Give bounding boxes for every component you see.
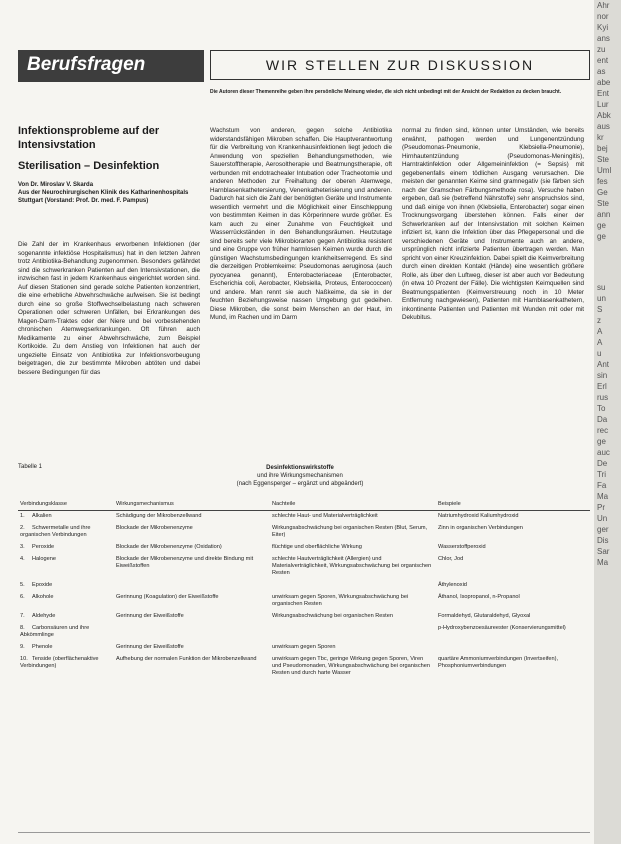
facing-page-fragment: Un (597, 514, 608, 523)
facing-page-fragment: Lur (597, 100, 609, 109)
section-brand-box (18, 50, 204, 82)
facing-page-fragment: Kyi (597, 23, 609, 32)
cell-examples: Formaldehyd, Glutaraldehyd, Glyoxal (438, 613, 531, 619)
cell-class (18, 642, 114, 654)
body-text-1: Die Zahl der im Krankenhaus erworbenen Infektionen (der sogenannte infektiöse Hospitalismus) hat in den letzten Jahren trotz Antibiotika-Behandlung zugenommen. Besonders gefährdet sind die schwerkranken Patienten auf den Intensivstationen, die inzwischen fast in jedem Krankenhaus eingerichtet worden sind. Auf diesen Stationen sind gerade solche Patienten konzentriert, die eine erhebliche Abwehrschwäche aufweisen. Sie ist bedingt durch eine so große Stoffwechselbelastung nach schweren Operationen oder schweren Unfällen, bei Erkrankungen des Magen-Darm-Traktes oder der Niere und bei vorbestehenden chronischen Atemwegserkrankungen. Oft führen auch Medikamente zu einer Abwehrschwäche, zum Beispiel Kortikoide. Zu dem Anstieg von Infektionen hat auch der ungezielte Einsatz von Antibiotika zur Infektionsvorbeugung beigetragen, die zur bestimmte Mikroben abtöten und dabei bessere Bedingungen für das (18, 241, 200, 376)
facing-page-fragment: aus (597, 122, 610, 131)
class-name: Epoxide (32, 582, 53, 588)
cell-class (18, 623, 114, 642)
cell-drawbacks: Wirkungsabschwächung bei organischen Resten (272, 613, 393, 619)
table-title: Desinfektionswirkstoffe (266, 465, 334, 471)
table-row (18, 654, 590, 680)
cell-examples: Chlor, Jod (438, 556, 464, 562)
author-block (18, 181, 204, 205)
row-number: 9. (20, 644, 25, 650)
cell-class (18, 542, 114, 554)
row-number: 10. (20, 656, 28, 662)
class-name: Phenole (32, 644, 53, 650)
class-name: Aldehyde (32, 613, 56, 619)
col-header-mechanism: Wirkungsmechanismus (114, 499, 270, 511)
cell-mechanism (114, 580, 270, 592)
row-number: 3. (20, 544, 25, 550)
facing-page-fragment: Tri (597, 470, 607, 479)
facing-page-fragment: Ahr (597, 1, 610, 10)
cell-drawbacks: unwirksam gegen Tbc, geringe Wirkung gegen Sporen, Viren und Pseudomonaden, Wirkungsabschwächung bei organischen Resten und durch harte Wasser (272, 656, 430, 676)
table-header-row (18, 499, 590, 511)
facing-page-fragment: Ma (597, 492, 609, 501)
table-row (18, 554, 590, 580)
cell-drawbacks: schlechte Hautverträglichkeit (Allergien) und Materialverträglichkeit, Wirkungsabschwächung bei organischen Resten (272, 556, 432, 576)
facing-page-fragment: Uml (597, 166, 612, 175)
cell-drawbacks: Wirkungsabschwächung bei organischen Resten (Blut, Serum, Eiter) (272, 525, 428, 538)
facing-page-fragment: Ma (597, 558, 609, 567)
table-row (18, 611, 590, 623)
col-header-class: Verbindungsklasse (18, 499, 114, 511)
cell-mechanism: Blockade der Mikrobenenzyme und direkte Bindung mit Eiweißstoffen (116, 556, 254, 569)
row-number: 8. (20, 625, 25, 631)
row-number: 4. (20, 556, 25, 562)
facing-page-fragment: Fa (597, 481, 607, 490)
cell-examples: Äthylenoxid (438, 582, 467, 588)
facing-page-fragment: abe (597, 78, 611, 87)
body-text-3: normal zu finden sind, können unter Umständen, wie bereits erwähnt, pathogen werden und Lungenentzündung (Pseudomonas-Pneumonie, Klebsiella-Pneumonie), Hirnhautentzündung (Pseudomonas-Meningitis), Harntraktinfektion oder Allgemeininfektion (= Sepsis) mit gegebenenfalls einem tödlichen Ausgang verursachen. Die meisten der genannten Keime sind gramnegativ (sie färben sich nach der Gramschen Färbungsmethode rosa). Versuche haben ergeben, daß sie (betreffend Nährstoffe) sehr anspruchslos sind, und daß einige von ihnen (Klebsiella, Enterobacter) sogar einen Trocknungsvorgang überstehen können. Falls einer der Schwerkranken auf der Intensivstation mit solchen Keimen infiziert ist, kann die Infektion über das Pflegepersonal und die verschiedenen Geräte und Instrumente auch an andere, ursprünglich nicht infizierte Patienten übertragen werden. Man spricht von einer Kreuzinfektion. Dabei spielt die Keimverbreitung durch einen direkten Kontakt (Hände) eine wesentlich größere Rolle, als über den Luftweg, dieser ist aber auch vor Bedeutung (in etwa 10 Prozent der Fälle). Die wichtigsten Keimquellen sind Beatmungspatienten (Keimverstreuung noch in 10 Meter Entfernung nachgewiesen), Patienten mit Harnblasenkathetern, inkontinente Patienten und Patienten mit Wunden mit oder mit Dekubitus. (402, 127, 585, 321)
cell-drawbacks: schlechte Haut- und Materialverträglichkeit (272, 513, 378, 519)
table-row (18, 592, 590, 611)
class-name: Alkalien (32, 513, 52, 519)
table-title-block (150, 464, 450, 488)
facing-page-fragment: Ant (597, 360, 610, 369)
table-body (18, 511, 590, 681)
facing-page-fragment: sin (597, 371, 608, 380)
body-text-2: Wachstum von anderen, gegen solche Antibiotika widerstandsfähigen Mikroben schaffen. Die Hauptverantwortung für die Verbreitung von Krankenhausinfektionen liegt jedoch die Anwendung von speziellen Behandlungsmethoden, wie Sauerstofftherapie, Aerosoltherapie und Beatmungstherapie, oft verbunden mit endotrachealer Intubation oder Tracheotomie und anderen Methoden zur Freihaltung der oberen Atemwege, Harnblasenkathetersierung, Venenkatheterisierung und anderen. Dadurch hat sich die Zahl der benötigten Geräte und Instrumente wesentlich vermehrt und die Möglichkeit einer Einschleppung von bestimmten Keimen in das Körperinnere wurde größer. Es kam auch zu einer Zunahme von Feuchtigkeit und Wasserrückständen in den Behandlungsräumen. Heutzutage sind bereits sehr viele Mikrobiorarten gegen Antibiotika resistent und eine Gruppe von früher harmlosen Keimen wurde durch die günstigen Wachstumsbedingungen krankheitserregend. Es sind die derzeitigen Problemkeime: Pseudomonas aeruginosa (auch pyocyanea genannt), Enterobacteriaceae (Enterobacter, Escherichia coli, Aerobacter, Klebsiella, Proteus, Enterococcen) und andere. Man rennt sie auch Naßkeime, da sie in der feuchten Beziehungsweise nassen Umgebung gut gedeihen. Diese Mikroben, die sonst beim Menschen an der Haut, im Mund, im Rachen und im Darm (210, 127, 392, 321)
facing-page-fragment: ent (597, 56, 609, 65)
cell-class (18, 592, 114, 611)
editorial-disclaimer: Die Autoren dieser Themenreihe geben ihre persönliche Meinung wieder, die sich nicht unbedingt mit der Ansicht der Redaktion zu decken braucht. (210, 89, 562, 95)
facing-page-fragment: ge (597, 437, 606, 446)
facing-page-fragment: Ent (597, 89, 610, 98)
row-number: 5. (20, 582, 25, 588)
cell-class (18, 554, 114, 580)
facing-page-fragment: A (597, 338, 603, 347)
cell-class (18, 511, 114, 524)
facing-page-fragment: rus (597, 393, 609, 402)
cell-drawbacks: unwirksam gegen Sporen (272, 644, 336, 650)
row-number: 2. (20, 525, 25, 531)
facing-page-fragment: zu (597, 45, 606, 54)
col-header-examples: Beispiele (436, 499, 590, 511)
table-row (18, 580, 590, 592)
facing-page-fragment: auc (597, 448, 610, 457)
facing-page-fragment: u (597, 349, 602, 358)
table-row (18, 542, 590, 554)
discussion-banner-text: WIR STELLEN ZUR DISKUSSION (265, 57, 535, 73)
class-name: Carbonsäuren und ihre Abkömmlinge (20, 625, 90, 638)
facing-page-fragment: z (597, 316, 601, 325)
cell-mechanism: Gerinnung der Eiweißstoffe (116, 613, 184, 619)
cell-mechanism: Gerinnung der Eiweißstoffe (116, 644, 184, 650)
facing-page-fragment: Ste (597, 155, 610, 164)
facing-page-fragment: Erl (597, 382, 607, 391)
cell-class (18, 611, 114, 623)
cell-class (18, 523, 114, 542)
facing-page-fragment: S (597, 305, 603, 314)
cell-drawbacks (270, 580, 436, 592)
table-subtitle-1: und ihre Wirkungsmechanismen (257, 473, 343, 479)
article-title: Infektionsprobleme auf der Intensivstation (18, 125, 160, 151)
table-row (18, 523, 590, 542)
facing-page-fragment: ge (597, 232, 606, 241)
cell-drawbacks: unwirksam gegen Sporen, Wirkungsabschwächung bei organischen Resten (272, 594, 409, 607)
class-name: Alkohole (32, 594, 54, 600)
facing-page-fragment: nor (597, 12, 609, 21)
cell-examples: quartäre Ammoniumverbindungen (Invertseifen), Phosphoniumverbindungen (438, 656, 559, 669)
cell-mechanism: Blockade der Mikrobenenzyme (116, 525, 193, 531)
facing-page-fragment: ans (597, 34, 610, 43)
facing-page-fragment: Dis (597, 536, 609, 545)
cell-examples: Natriumhydroxid Kaliumhydroxid (438, 513, 519, 519)
table-caption: Tabelle 1 (18, 464, 43, 470)
facing-page-fragment: fes (597, 177, 608, 186)
table-subtitle-2: (nach Eggensperger – ergänzt und abgeändert) (236, 481, 364, 487)
facing-page-fragment: De (597, 459, 608, 468)
facing-page-fragment: Pr (597, 503, 605, 512)
table-row (18, 511, 590, 524)
facing-page-fragment: as (597, 67, 606, 76)
class-name: Peroxide (32, 544, 55, 550)
facing-page-fragment: A (597, 327, 603, 336)
facing-page-fragment: su (597, 283, 606, 292)
facing-page-fragment: Abk (597, 111, 611, 120)
col-header-drawbacks: Nachteile (270, 499, 436, 511)
facing-page-fragment: To (597, 404, 606, 413)
body-column-2 (210, 127, 392, 323)
body-column-3 (402, 127, 584, 323)
author-name: Von Dr. Miroslav V. Skarda (18, 182, 94, 188)
class-name: Schwermetalle und ihre organischen Verbindungen (20, 525, 91, 538)
facing-page-fragment: Ste (597, 199, 610, 208)
cell-class (18, 654, 114, 680)
facing-page-fragment: Sar (597, 547, 610, 556)
facing-page-fragment: Da (597, 415, 608, 424)
row-number: 7. (20, 613, 25, 619)
discussion-banner (210, 50, 590, 80)
cell-mechanism: Schädigung der Mikrobenzellwand (116, 513, 202, 519)
facing-page-fragment: ge (597, 221, 606, 230)
cell-mechanism: Blockade der Mikrobenenzyme (Oxidation) (116, 544, 222, 550)
cell-mechanism: Aufhebung der normalen Funktion der Mikrobenzellwand (116, 656, 257, 662)
facing-page-fragment: bej (597, 144, 608, 153)
body-column-1 (18, 241, 200, 377)
cell-mechanism (114, 623, 270, 642)
article-subtitle: Sterilisation – Desinfektion (18, 160, 160, 172)
facing-page-fragment: un (597, 294, 606, 303)
page-bottom-rule (18, 832, 590, 833)
facing-page-fragment: kr (597, 133, 604, 142)
cell-examples: Äthanol, Isopropanol, n-Propanol (438, 594, 520, 600)
table-row (18, 642, 590, 654)
row-number: 6. (20, 594, 25, 600)
cell-examples: Zinn in organischen Verbindungen (438, 525, 523, 531)
cell-mechanism: Gerinnung (Koagulation) der Eiweißstoffe (116, 594, 219, 600)
cell-examples: Wasserstoffperoxid (438, 544, 486, 550)
class-name: Tenside (oberflächenaktive Verbindungen) (20, 656, 99, 669)
cell-examples: p-Hydroxybenzoesäureester (Konservierungsmittel) (438, 625, 566, 631)
cell-examples (436, 642, 590, 654)
author-affiliation: Aus der Neurochirurgischen Klinik des Katharinenhospitals Stuttgart (Vorstand: Prof. Dr. med. F. Pampus) (18, 190, 189, 204)
cell-drawbacks: flüchtige und oberflächliche Wirkung (272, 544, 362, 550)
disinfectant-table (18, 499, 590, 680)
class-name: Halogene (32, 556, 56, 562)
facing-page-fragment: ger (597, 525, 609, 534)
row-number: 1. (20, 513, 25, 519)
facing-page-fragment: Ge (597, 188, 608, 197)
cell-drawbacks (270, 623, 436, 642)
section-brand-label: Berufsfragen (27, 54, 146, 75)
facing-page-edge (594, 0, 621, 844)
table-row (18, 623, 590, 642)
facing-page-fragment: rec (597, 426, 609, 435)
facing-page-fragment: ann (597, 210, 611, 219)
cell-class (18, 580, 114, 592)
